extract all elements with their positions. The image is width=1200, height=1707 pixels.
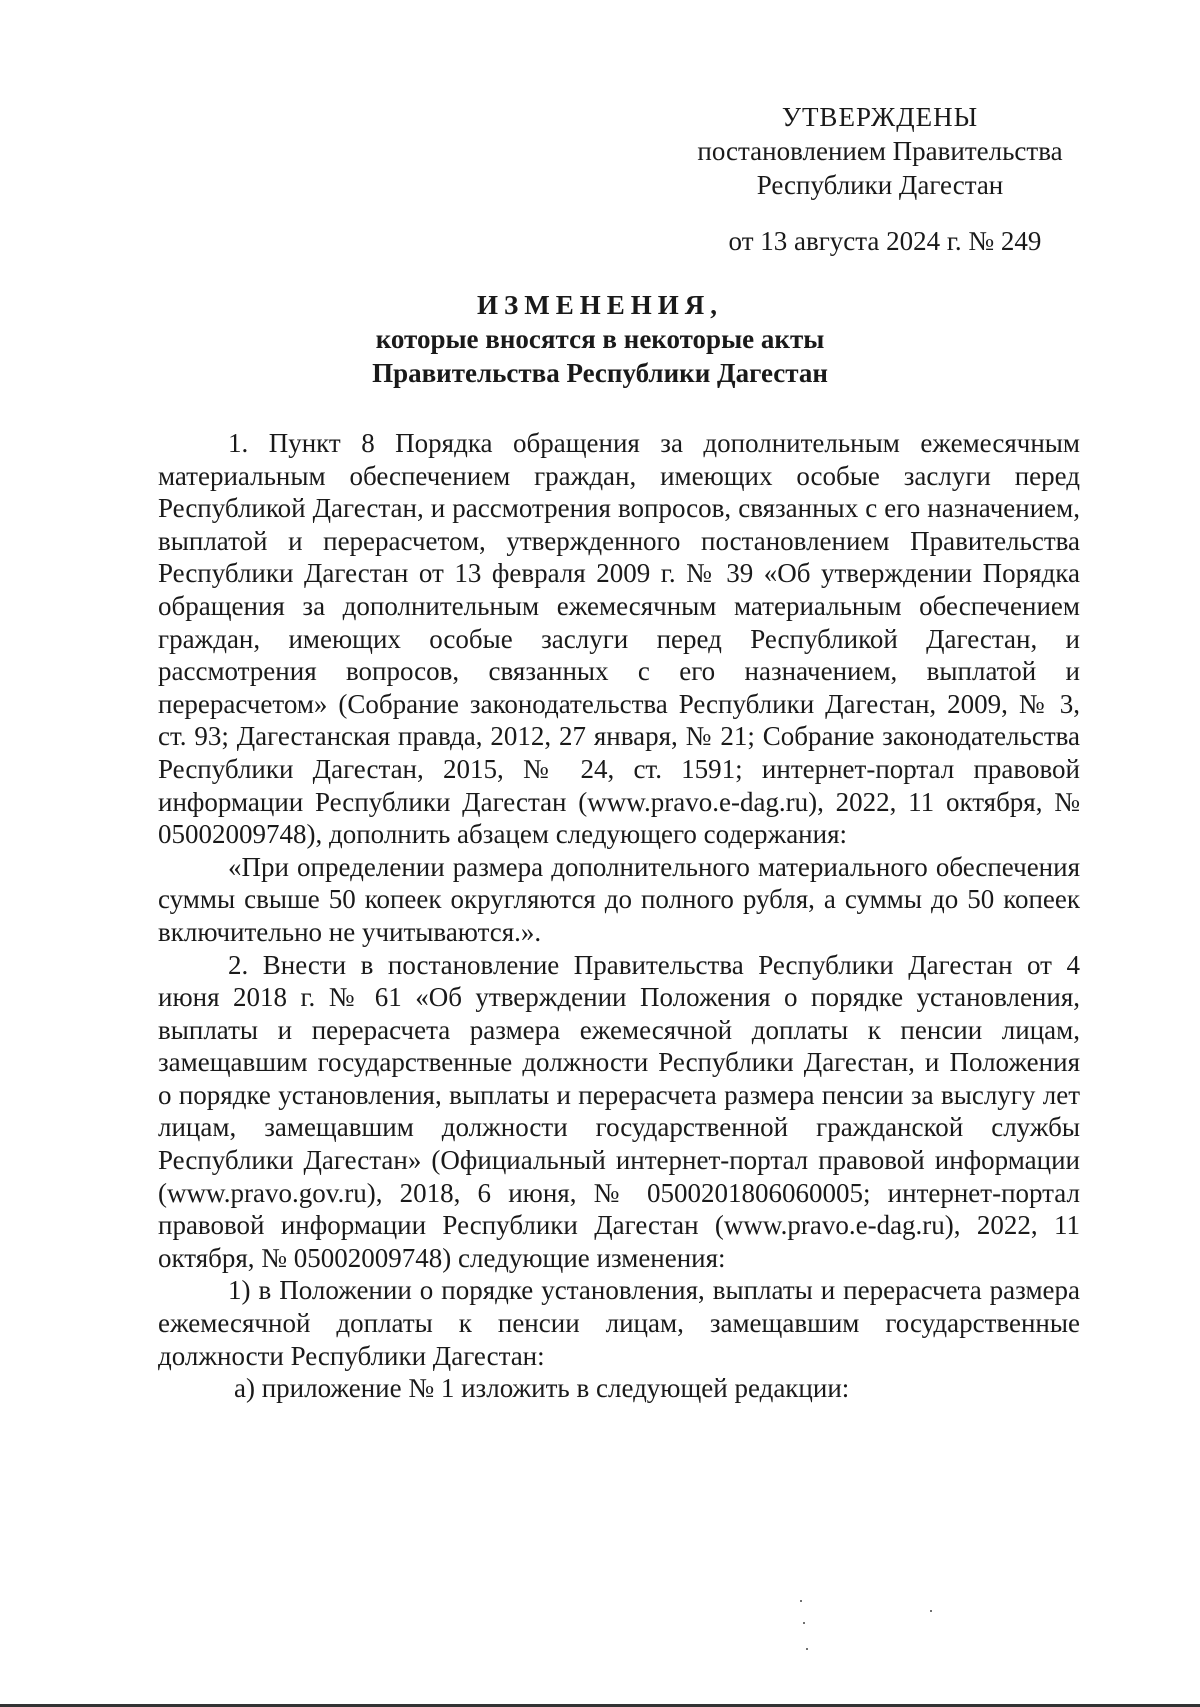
heading-subtitle-line2: Правительства Республики Дагестан	[372, 358, 828, 388]
heading-subtitle-line1: которые вносятся в некоторые акты	[375, 324, 825, 354]
scan-speck	[803, 1622, 805, 1624]
heading-title: ИЗМЕНЕНИЯ,	[476, 290, 723, 320]
scan-speck	[806, 1648, 808, 1650]
approval-date: от 13 августа 2024 г. № 249	[728, 226, 1042, 256]
approval-issuer-line: постановлением Правительства	[697, 136, 1063, 166]
paragraph-subitem-a: а) приложение № 1 изложить в следующей редакции:	[234, 1373, 850, 1404]
paragraph-item-1: 1. Пункт 8 Порядка обращения за дополнительным ежемесячным материальным обеспечением граждан, имеющих особые заслуги перед Республикой Дагестан, и рассмотрения вопросов, связанных с его назначением, выплатой и перерасчетом, утвержденного постановлением Правительства Республики Дагестан от 13 февраля 2009 г. № 39 «Об утверждении Порядка обращения за дополнительным ежемесячным материальным обеспечением граждан, имеющих особые заслуги перед Республикой Дагестан, и рассмотрения вопросов, связанных с его назначением, выплатой и перерасчетом» (Собрание законодательства Республики Дагестан, 2009, № 3, ст. 93; Дагестанская правда, 2012, 27 января, № 21; Собрание законодательства Республики Дагестан, 2015, № 24, ст. 1591; интернет-портал правовой информации Республики Дагестан (www.pravo.e-dag.ru), 2022, 11 октября, № 05002009748), дополнить абзацем следующего содержания:	[158, 428, 1080, 850]
scan-speck	[930, 1610, 932, 1612]
approval-region-line: Республики Дагестан	[756, 170, 1004, 200]
document-body	[158, 427, 1080, 1405]
scan-speck	[800, 1600, 802, 1602]
paragraph-subitem-1: 1) в Положении о порядке установления, выплаты и перерасчета размера ежемесячной доплаты к пенсии лицам, замещавшим государственные должности Республики Дагестан:	[158, 1275, 1080, 1371]
paragraph-item-2: 2. Внести в постановление Правительства Республики Дагестан от 4 июня 2018 г. № 61 «Об утверждении Положения о порядке установления, выплаты и перерасчета размера ежемесячной доплаты к пенсии лицам, замещавшим государственные должности Республики Дагестан, и Положения о порядке установления, выплаты и перерасчета размера пенсии за выслугу лет лицам, замещавшим должности государственной гражданской службы Республики Дагестан» (Официальный интернет-портал правовой информации (www.pravo.gov.ru), 2018, 6 июня, № 0500201806060005; интернет-портал правовой информации Республики Дагестан (www.pravo.e-dag.ru), 2022, 11 октября, № 05002009748) следующие изменения:	[158, 949, 1080, 1273]
paragraph-quote: «При определении размера дополнительного материального обеспечения суммы свыше 50 копеек округляются до полного рубля, а суммы до 50 копеек включительно не учитываются.».	[158, 851, 1080, 947]
approval-title: УТВЕРЖДЕНЫ	[781, 102, 979, 132]
document-heading	[0, 288, 1200, 390]
approval-block	[680, 100, 1080, 258]
